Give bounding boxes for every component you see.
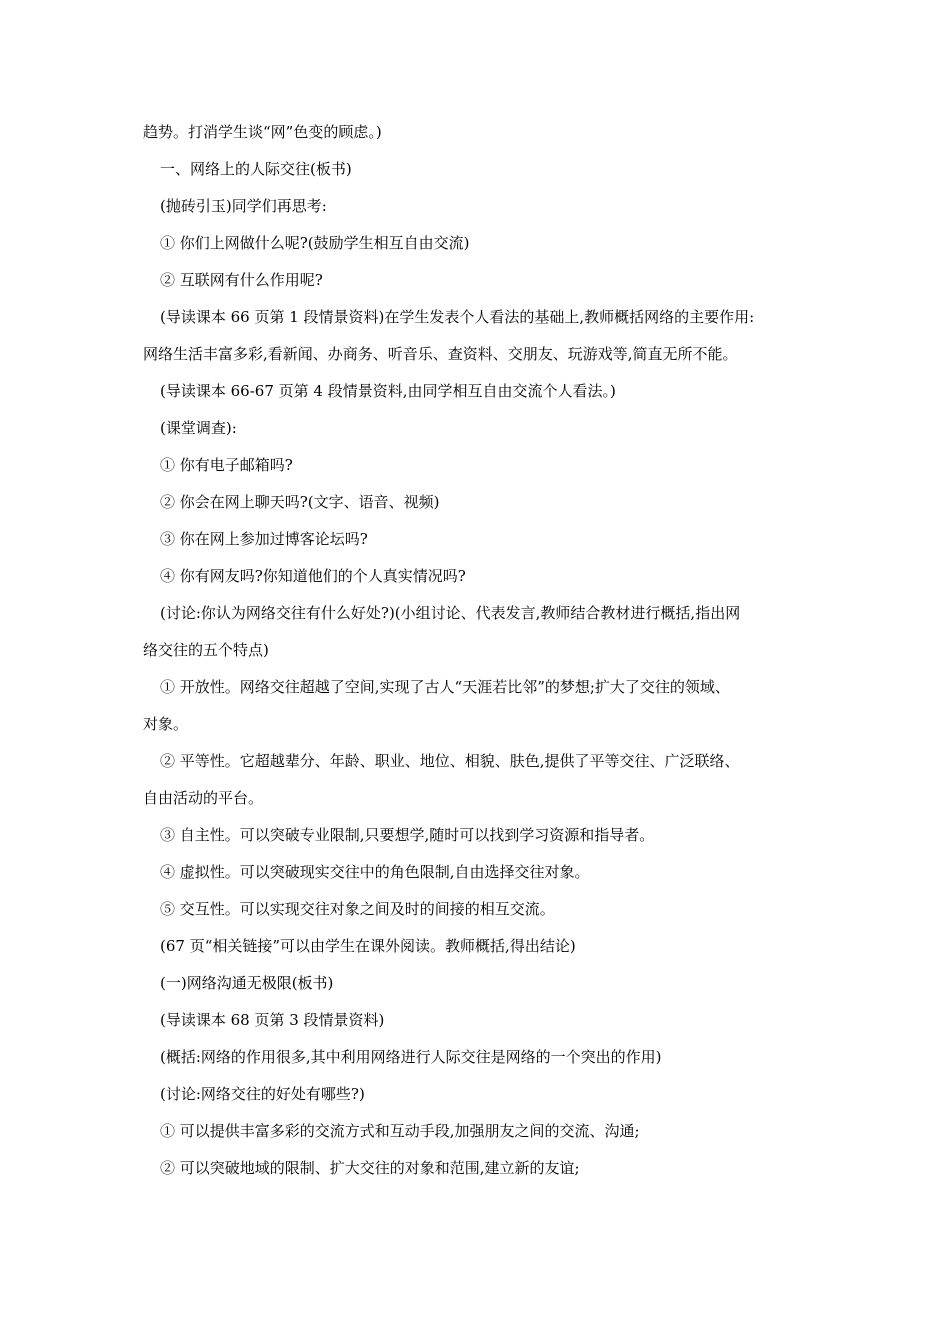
section-heading: 一、网络上的人际交往(板书)	[160, 160, 352, 178]
text-line: 络交往的五个特点)	[143, 641, 269, 659]
list-item: ① 你有电子邮箱吗?	[160, 456, 293, 474]
document-body	[143, 120, 823, 1193]
list-item: ② 互联网有什么作用呢?	[160, 271, 323, 289]
text-line: (导读课本 66 页第 1 段情景资料)在学生发表个人看法的基础上,教师概括网络的主要作用:	[160, 308, 755, 326]
list-item: ④ 虚拟性。可以突破现实交往中的角色限制,自由选择交往对象。	[160, 863, 590, 881]
text-line: (讨论:你认为网络交往有什么好处?)(小组讨论、代表发言,教师结合教材进行概括,指出网	[160, 604, 741, 622]
text-line: (抛砖引玉)同学们再思考:	[160, 197, 327, 215]
list-item: ② 你会在网上聊天吗?(文字、语音、视频)	[160, 493, 440, 511]
text-line: (67 页“相关链接”可以由学生在课外阅读。教师概括,得出结论)	[160, 937, 576, 955]
text-line: (导读课本 68 页第 3 段情景资料)	[160, 1011, 385, 1029]
text-line: 网络生活丰富多彩,看新闻、办商务、听音乐、查资料、交朋友、玩游戏等,简直无所不能。	[143, 345, 738, 363]
list-item: ① 可以提供丰富多彩的交流方式和互动手段,加强朋友之间的交流、沟通;	[160, 1122, 640, 1140]
list-item: ③ 你在网上参加过博客论坛吗?	[160, 530, 368, 548]
list-item: ① 你们上网做什么呢?(鼓励学生相互自由交流)	[160, 234, 470, 252]
list-item: ③ 自主性。可以突破专业限制,只要想学,随时可以找到学习资源和指导者。	[160, 826, 655, 844]
list-item: ② 可以突破地域的限制、扩大交往的对象和范围,建立新的友谊;	[160, 1159, 580, 1177]
list-item: ⑤ 交互性。可以实现交往对象之间及时的间接的相互交流。	[160, 900, 555, 918]
text-line: (概括:网络的作用很多,其中利用网络进行人际交往是网络的一个突出的作用)	[160, 1048, 662, 1066]
section-heading: (一)网络沟通无极限(板书)	[160, 974, 334, 992]
text-line: 自由活动的平台。	[143, 789, 264, 807]
list-item: ① 开放性。网络交往超越了空间,实现了古人“天涯若比邻”的梦想;扩大了交往的领域、	[160, 678, 730, 696]
list-item: ④ 你有网友吗?你知道他们的个人真实情况吗?	[160, 567, 466, 585]
text-line: 趋势。打消学生谈“网”色变的顾虑。)	[143, 123, 382, 141]
text-line: (导读课本 66-67 页第 4 段情景资料,由同学相互自由交流个人看法。)	[160, 382, 616, 400]
text-line: 对象。	[143, 715, 189, 733]
text-line: (课堂调查):	[160, 419, 237, 437]
list-item: ② 平等性。它超越辈分、年龄、职业、地位、相貌、肤色,提供了平等交往、广泛联络、	[160, 752, 740, 770]
text-line: (讨论:网络交往的好处有哪些?)	[160, 1085, 365, 1103]
